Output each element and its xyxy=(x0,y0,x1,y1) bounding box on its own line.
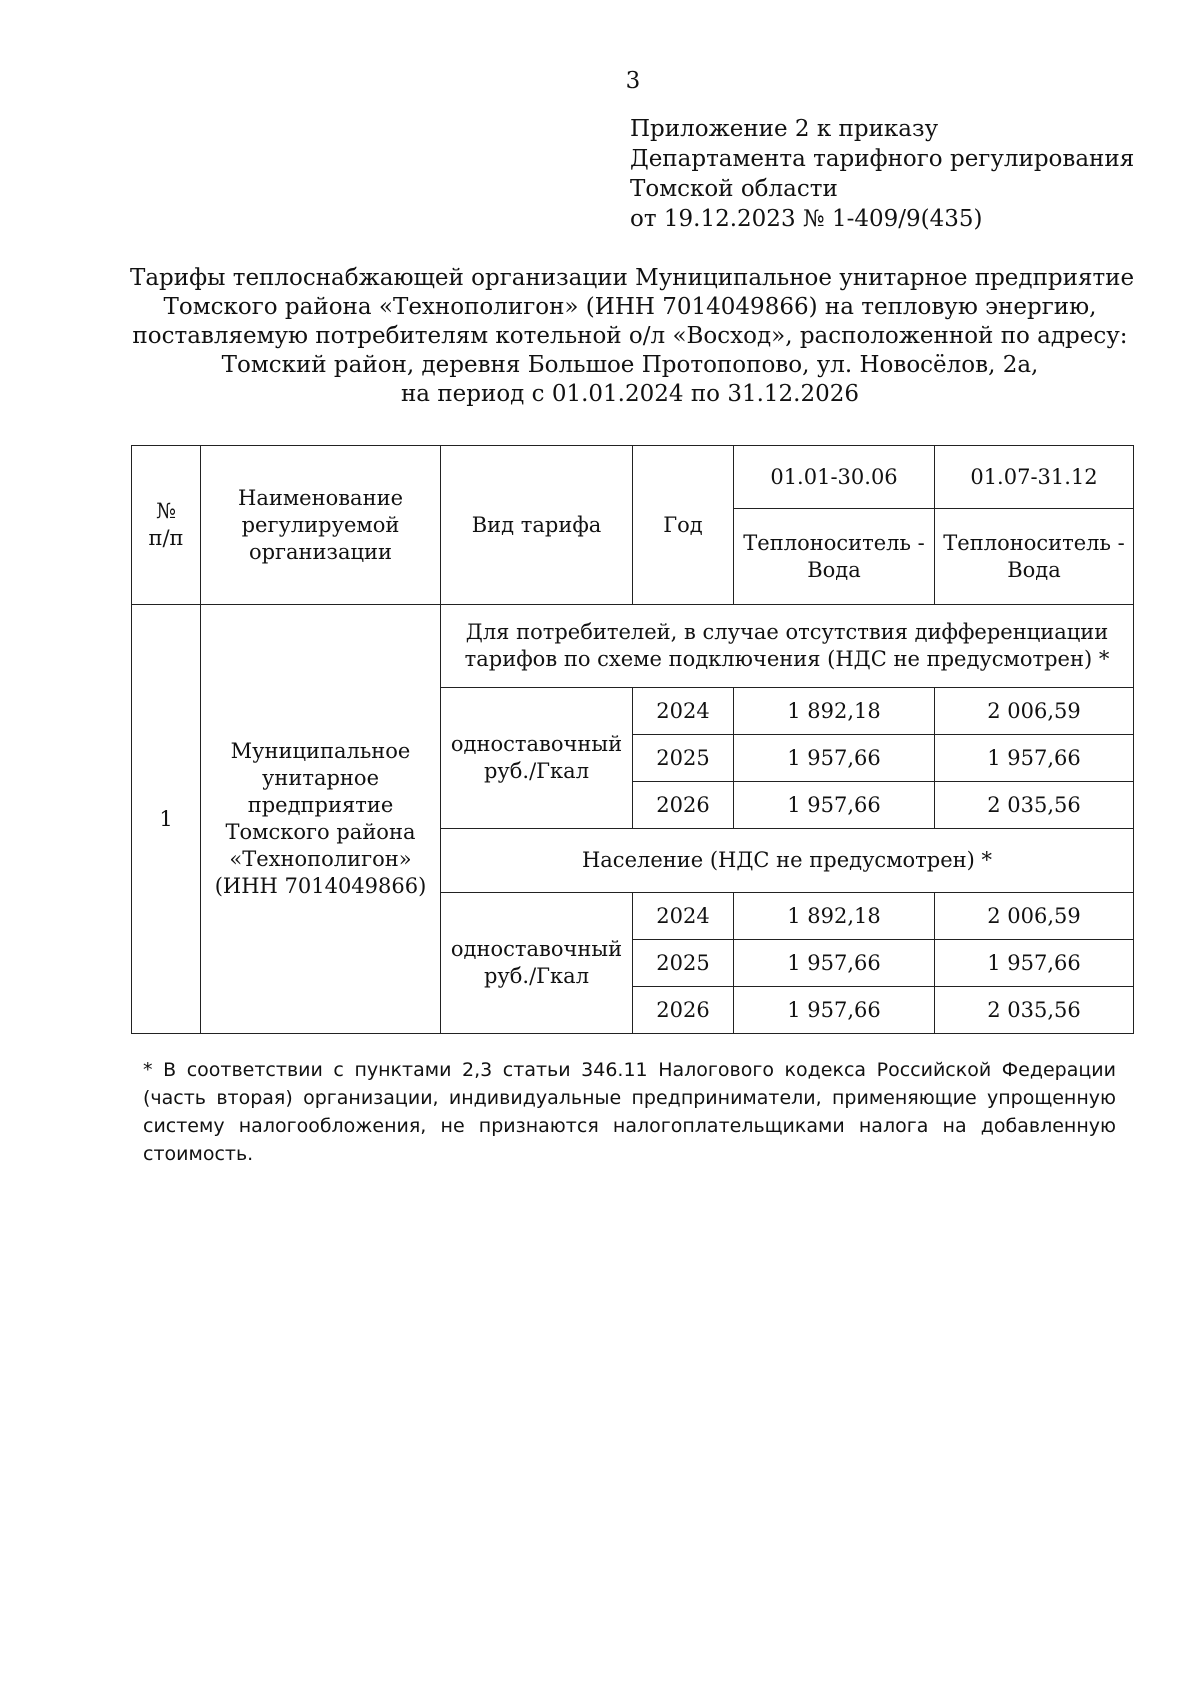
title-line: поставляемую потребителям котельной о/л «Восход», расположенной по адресу: xyxy=(132,323,1128,349)
row-number: 1 xyxy=(132,605,201,1034)
tariff-type-cell: одноставочный руб./Гкал xyxy=(441,688,633,829)
header-number: № п/п xyxy=(132,446,201,605)
tariff-value-cell: 1 957,66 xyxy=(734,940,935,987)
year-cell: 2026 xyxy=(633,987,734,1034)
header-carrier-2: Теплоноситель - Вода xyxy=(935,509,1134,605)
header-year: Год xyxy=(633,446,734,605)
page-number: 3 xyxy=(625,68,641,94)
tariff-value-cell: 1 957,66 xyxy=(734,782,935,829)
tariff-value-cell: 1 957,66 xyxy=(935,940,1134,987)
organization-name: Муниципальное унитарное предприятие Томского района «Технополигон» (ИНН 7014049866) xyxy=(201,605,441,1034)
appendix-line: Департамента тарифного регулирования xyxy=(630,146,1135,172)
title-line: Томский район, деревня Большое Протопопово, ул. Новосёлов, 2а, xyxy=(221,352,1039,378)
header-period-1: 01.01-30.06 xyxy=(734,446,935,509)
tariff-table xyxy=(131,445,1134,1034)
header-period-2: 01.07-31.12 xyxy=(935,446,1134,509)
year-cell: 2026 xyxy=(633,782,734,829)
appendix-line: Приложение 2 к приказу xyxy=(630,116,939,142)
appendix-line: от 19.12.2023 № 1-409/9(435) xyxy=(630,206,983,232)
tariff-value-cell: 2 035,56 xyxy=(935,782,1134,829)
table-row xyxy=(132,605,1134,688)
table-header-row xyxy=(132,446,1134,509)
tariff-value-cell: 1 957,66 xyxy=(734,987,935,1034)
year-cell: 2025 xyxy=(633,940,734,987)
header-carrier-1: Теплоноситель - Вода xyxy=(734,509,935,605)
title-line: Томского района «Технополигон» (ИНН 7014049866) на тепловую энергию, xyxy=(163,294,1097,320)
tariff-value-cell: 2 006,59 xyxy=(935,688,1134,735)
tariff-value-cell: 2 035,56 xyxy=(935,987,1134,1034)
tariff-type-cell: одноставочный руб./Гкал xyxy=(441,893,633,1034)
header-organization: Наименование регулируемой организации xyxy=(201,446,441,605)
title-line: на период с 01.01.2024 по 31.12.2026 xyxy=(400,381,860,407)
year-cell: 2025 xyxy=(633,735,734,782)
year-cell: 2024 xyxy=(633,893,734,940)
tariff-value-cell: 2 006,59 xyxy=(935,893,1134,940)
tariff-value-cell: 1 892,18 xyxy=(734,893,935,940)
document-title xyxy=(130,264,1135,409)
footnote: * В соответствии с пунктами 2,3 статьи 346.11 Налогового кодекса Российской Федерации (часть вторая) организации, индивидуальные предприниматели, применяющие упрощенную систему налогообложения, не признаются налогоплательщиками налога на добавленную стоимость. xyxy=(143,1059,1116,1165)
year-cell: 2024 xyxy=(633,688,734,735)
group-heading-population: Население (НДС не предусмотрен) * xyxy=(441,829,1134,893)
title-line: Тарифы теплоснабжающей организации Муниципальное унитарное предприятие xyxy=(130,265,1135,291)
appendix-reference xyxy=(630,114,1134,234)
appendix-line: Томской области xyxy=(630,176,838,202)
tariff-value-cell: 1 892,18 xyxy=(734,688,935,735)
tariff-value-cell: 1 957,66 xyxy=(935,735,1134,782)
group-heading-consumers: Для потребителей, в случае отсутствия дифференциации тарифов по схеме подключения (НДС не предусмотрен) * xyxy=(441,605,1134,688)
header-tariff-type: Вид тарифа xyxy=(441,446,633,605)
tariff-value-cell: 1 957,66 xyxy=(734,735,935,782)
